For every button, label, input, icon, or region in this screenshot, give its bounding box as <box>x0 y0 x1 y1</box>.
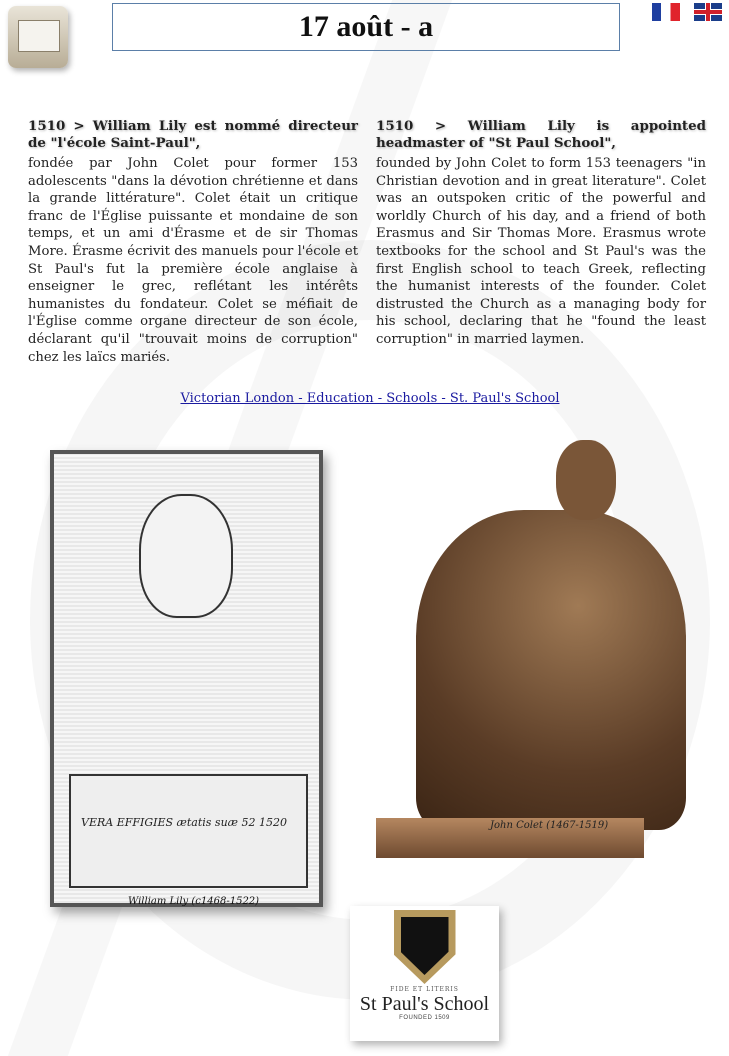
english-heading: 1510 > William Lily is appointed headmaster of "St Paul School", <box>376 118 706 151</box>
engraving-pedestal <box>69 774 308 888</box>
st-pauls-school-logo <box>350 906 499 1041</box>
logo-founded: FOUNDED 1509 <box>399 1015 450 1021</box>
french-heading: 1510 > William Lily est nommé directeur de "l'école Saint-Paul", <box>28 118 358 151</box>
colet-caption: John Colet (1467-1519) <box>490 820 609 831</box>
french-flag-icon[interactable] <box>652 3 680 21</box>
page-title: 17 août - a <box>112 3 620 51</box>
statue-head <box>556 440 616 520</box>
statue-body <box>416 510 686 830</box>
english-body: founded by John Colet to form 153 teenagers "in Christian devotion and in great literature". Colet was an outspoken critic of the powerful and worldly Church of his day, and a friend of both Erasmus and Sir Thomas More. Erasmus wrote textbooks for the school and St Paul's was the first English school to teach Greek, reflecting the humanist interests of the founder. Colet distrusted the Church as a managing body for his school, declaring that he "found the least corruption" in married laymen. <box>376 156 706 347</box>
typewriter-logo-icon[interactable] <box>8 6 68 68</box>
logo-motto: FIDE ET LITERIS <box>390 986 459 993</box>
victorian-london-link[interactable]: Victorian London - Education - Schools - St. Paul's School <box>180 391 560 406</box>
uk-flag-icon[interactable] <box>694 3 722 21</box>
school-crest-icon <box>394 910 456 984</box>
portrait-face <box>139 494 233 618</box>
lily-caption: William Lily (c1468-1522) <box>128 896 260 907</box>
logo-school-name: St Paul's School <box>359 993 490 1015</box>
english-column <box>376 118 706 349</box>
engraving-inscription: VERA EFFIGIES ætatis suæ 52 1520 <box>81 816 287 829</box>
french-column <box>28 118 358 366</box>
william-lily-engraving <box>50 450 323 907</box>
french-body: fondée par John Colet pour former 153 adolescents "dans la dévotion chrétienne et dans la grande littérature". Colet était un critique franc de l'Église puissante et mondaine de son temps, et un ami d'Érasme et de sir Thomas More. Érasme écrivit des manuels pour l'école et St Paul's fut la première école anglaise à enseigner le grec, reflétant les intérêts humanistes du fondateur. Colet se méfiait de l'Église comme organe directeur de son école, déclarant qu'il "trouvait moins de corruption" chez les laïcs mariés. <box>28 156 358 365</box>
john-colet-statue <box>376 440 696 858</box>
